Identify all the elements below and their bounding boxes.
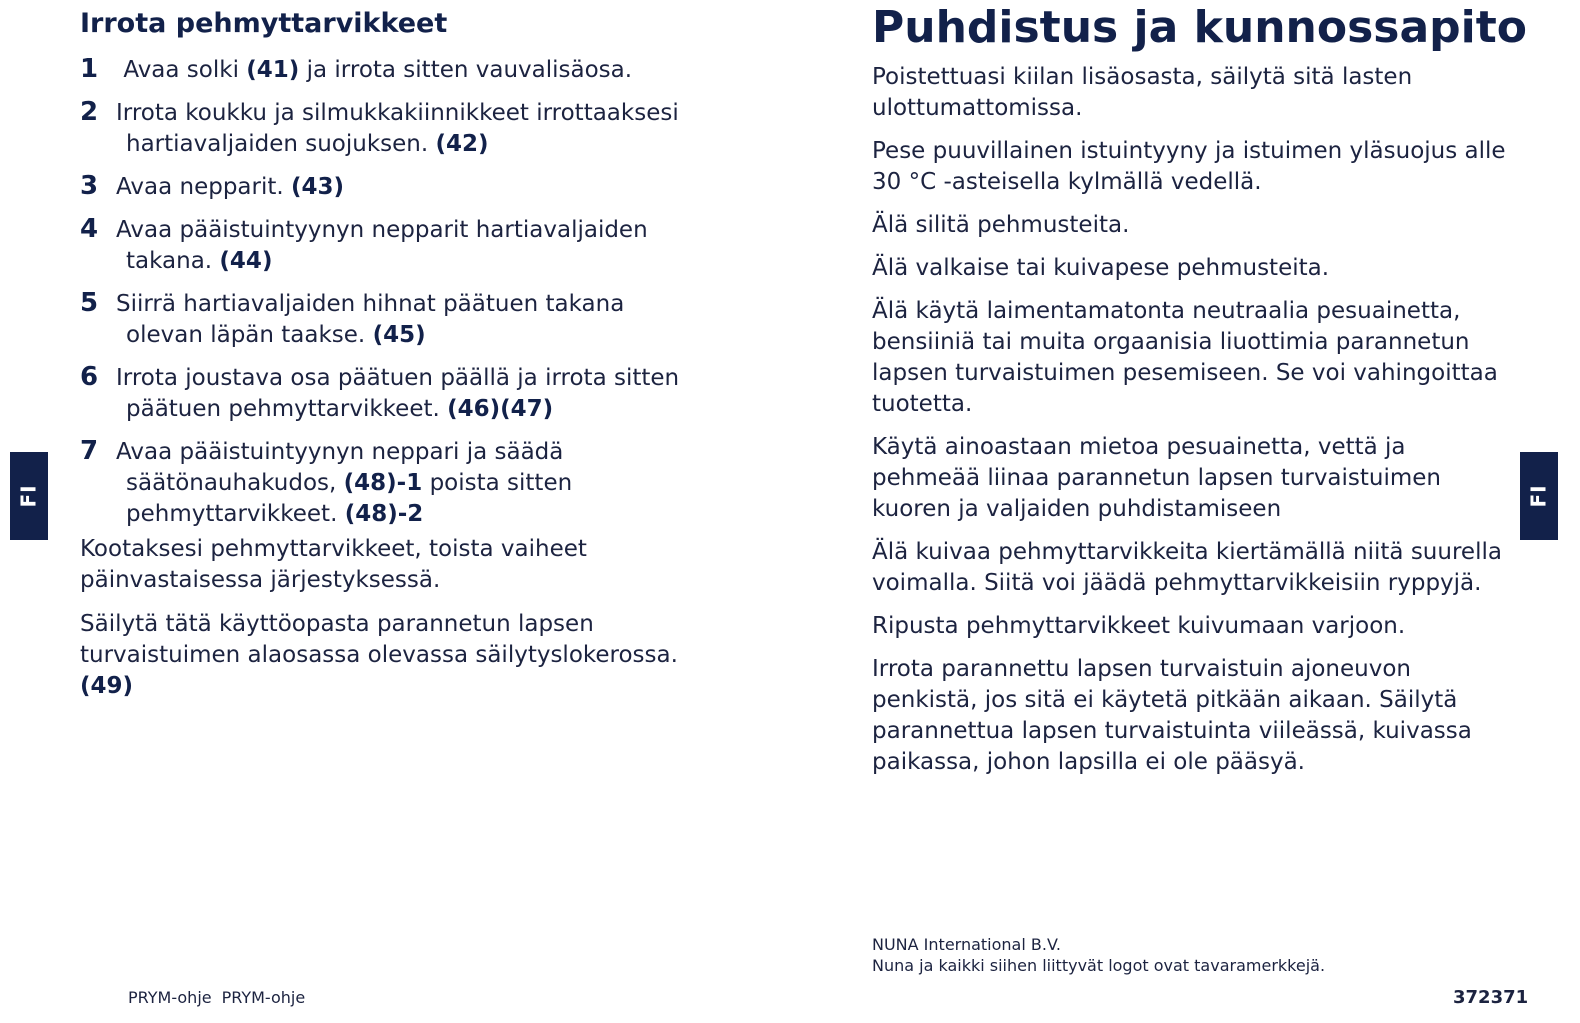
- care-instructions: [872, 62, 1512, 790]
- step-text: olevan läpän taakse.: [126, 322, 366, 348]
- step-text: Siirrä hartiavaljaiden hihnat päätuen takana: [116, 291, 625, 317]
- step-text: poista sitten: [429, 470, 573, 496]
- step-text: ja irrota sitten vauvalisäosa.: [306, 57, 633, 83]
- step-3: [80, 171, 700, 203]
- step-number: 5: [80, 288, 99, 318]
- language-tab: [1520, 452, 1558, 540]
- company-info: [872, 934, 1325, 976]
- figure-ref: (45): [372, 322, 426, 348]
- care-paragraph: Irrota parannettu lapsen turvaistuin ajoneuvon penkistä, jos sitä ei käytetä pitkään aikaan. Säilytä parannettua lapsen turvaistuinta viileässä, kuivassa paikassa, johon lapsilla ei ole pääsyä.: [872, 656, 1472, 775]
- care-paragraph: Älä silitä pehmusteita.: [872, 212, 1130, 238]
- steps-list: [80, 54, 700, 541]
- step-number: 2: [80, 97, 99, 127]
- step-5: [80, 288, 700, 351]
- footer-label: PRYM-ohje: [128, 988, 212, 1007]
- language-tab-label: FI: [16, 484, 41, 508]
- language-tab: [10, 452, 48, 540]
- step-number: 4: [80, 214, 99, 244]
- language-tab-label: FI: [1526, 484, 1551, 508]
- footer: [128, 988, 305, 1007]
- figure-ref: (42): [435, 131, 489, 157]
- footer-label: PRYM-ohje: [221, 988, 306, 1007]
- step-number: 3: [80, 171, 99, 201]
- step-text: takana.: [126, 248, 213, 274]
- step-text: Avaa pääistuintyynyn nepparit hartiavaljaiden: [116, 217, 648, 243]
- step-4: [80, 214, 700, 277]
- step-text: Avaa nepparit.: [116, 174, 284, 200]
- step-text: Avaa pääistuintyynyn neppari ja säädä: [116, 439, 564, 465]
- care-paragraph: Ripusta pehmyttarvikkeet kuivumaan varjoon.: [872, 613, 1406, 639]
- step-number: 7: [80, 436, 99, 466]
- storage-note-text: Säilytä tätä käyttöopasta parannetun lapsen turvaistuimen alaosassa olevassa säilytyslokerossa.: [80, 611, 678, 668]
- figure-ref: (48)-1: [343, 470, 423, 496]
- care-paragraph: Käytä ainoastaan mietoa pesuainetta, vettä ja pehmeää liinaa parannetun lapsen turvaistuimen kuoren ja valjaiden puhdistamiseen: [872, 434, 1442, 522]
- step-text: pehmyttarvikkeet.: [126, 501, 338, 527]
- care-paragraph: Älä kuivaa pehmyttarvikkeita kiertämällä niitä suurella voimalla. Siitä voi jäädä pehmyttarvikkeisiin ryppyjä.: [872, 539, 1502, 596]
- company-name: NUNA International B.V.: [872, 935, 1061, 954]
- figure-ref: (43): [291, 174, 345, 200]
- care-paragraph: Älä käytä laimentamatonta neutraalia pesuainetta, bensiiniä tai muita orgaanisia liuottimia parannetun lapsen turvaistuimen pesemiseen. Se voi vahingoittaa tuotetta.: [872, 298, 1498, 417]
- trademark-notice: Nuna ja kaikki siihen liittyvät logot ovat tavaramerkkejä.: [872, 956, 1326, 975]
- step-1: [80, 54, 700, 86]
- step-text: säätönauhakudos,: [126, 470, 337, 496]
- care-paragraph: Älä valkaise tai kuivapese pehmusteita.: [872, 255, 1330, 281]
- storage-note: [80, 609, 720, 702]
- step-2: [80, 97, 700, 160]
- section-title: Irrota pehmyttarvikkeet: [80, 8, 448, 39]
- figure-ref: (48)-2: [344, 501, 424, 527]
- step-text: päätuen pehmyttarvikkeet.: [126, 396, 440, 422]
- figure-ref: (49): [80, 673, 134, 699]
- step-text: Avaa solki: [123, 57, 239, 83]
- reassemble-note: Kootaksesi pehmyttarvikkeet, toista vaiheet päinvastaisessa järjestyksessä.: [80, 536, 587, 593]
- figure-ref: (46)(47): [447, 396, 554, 422]
- care-paragraph: Pese puuvillainen istuintyyny ja istuimen yläsuojus alle 30 °C -asteisella kylmällä vedellä.: [872, 138, 1506, 195]
- page-title: Puhdistus ja kunnossapito: [872, 2, 1527, 53]
- step-number: 6: [80, 362, 99, 392]
- step-text: Irrota koukku ja silmukkakiinnikkeet irrottaaksesi: [116, 100, 679, 126]
- step-number: 1: [80, 54, 99, 84]
- document-number: 372371: [1453, 987, 1529, 1008]
- step-6: [80, 362, 700, 425]
- right-page: [790, 0, 1580, 1023]
- step-text: hartiavaljaiden suojuksen.: [126, 131, 429, 157]
- step-7: [80, 436, 700, 530]
- step-text: Irrota joustava osa päätuen päällä ja irrota sitten: [116, 365, 680, 391]
- figure-ref: (41): [246, 57, 300, 83]
- figure-ref: (44): [219, 248, 273, 274]
- care-paragraph: Poistettuasi kiilan lisäosasta, säilytä sitä lasten ulottumattomissa.: [872, 64, 1413, 121]
